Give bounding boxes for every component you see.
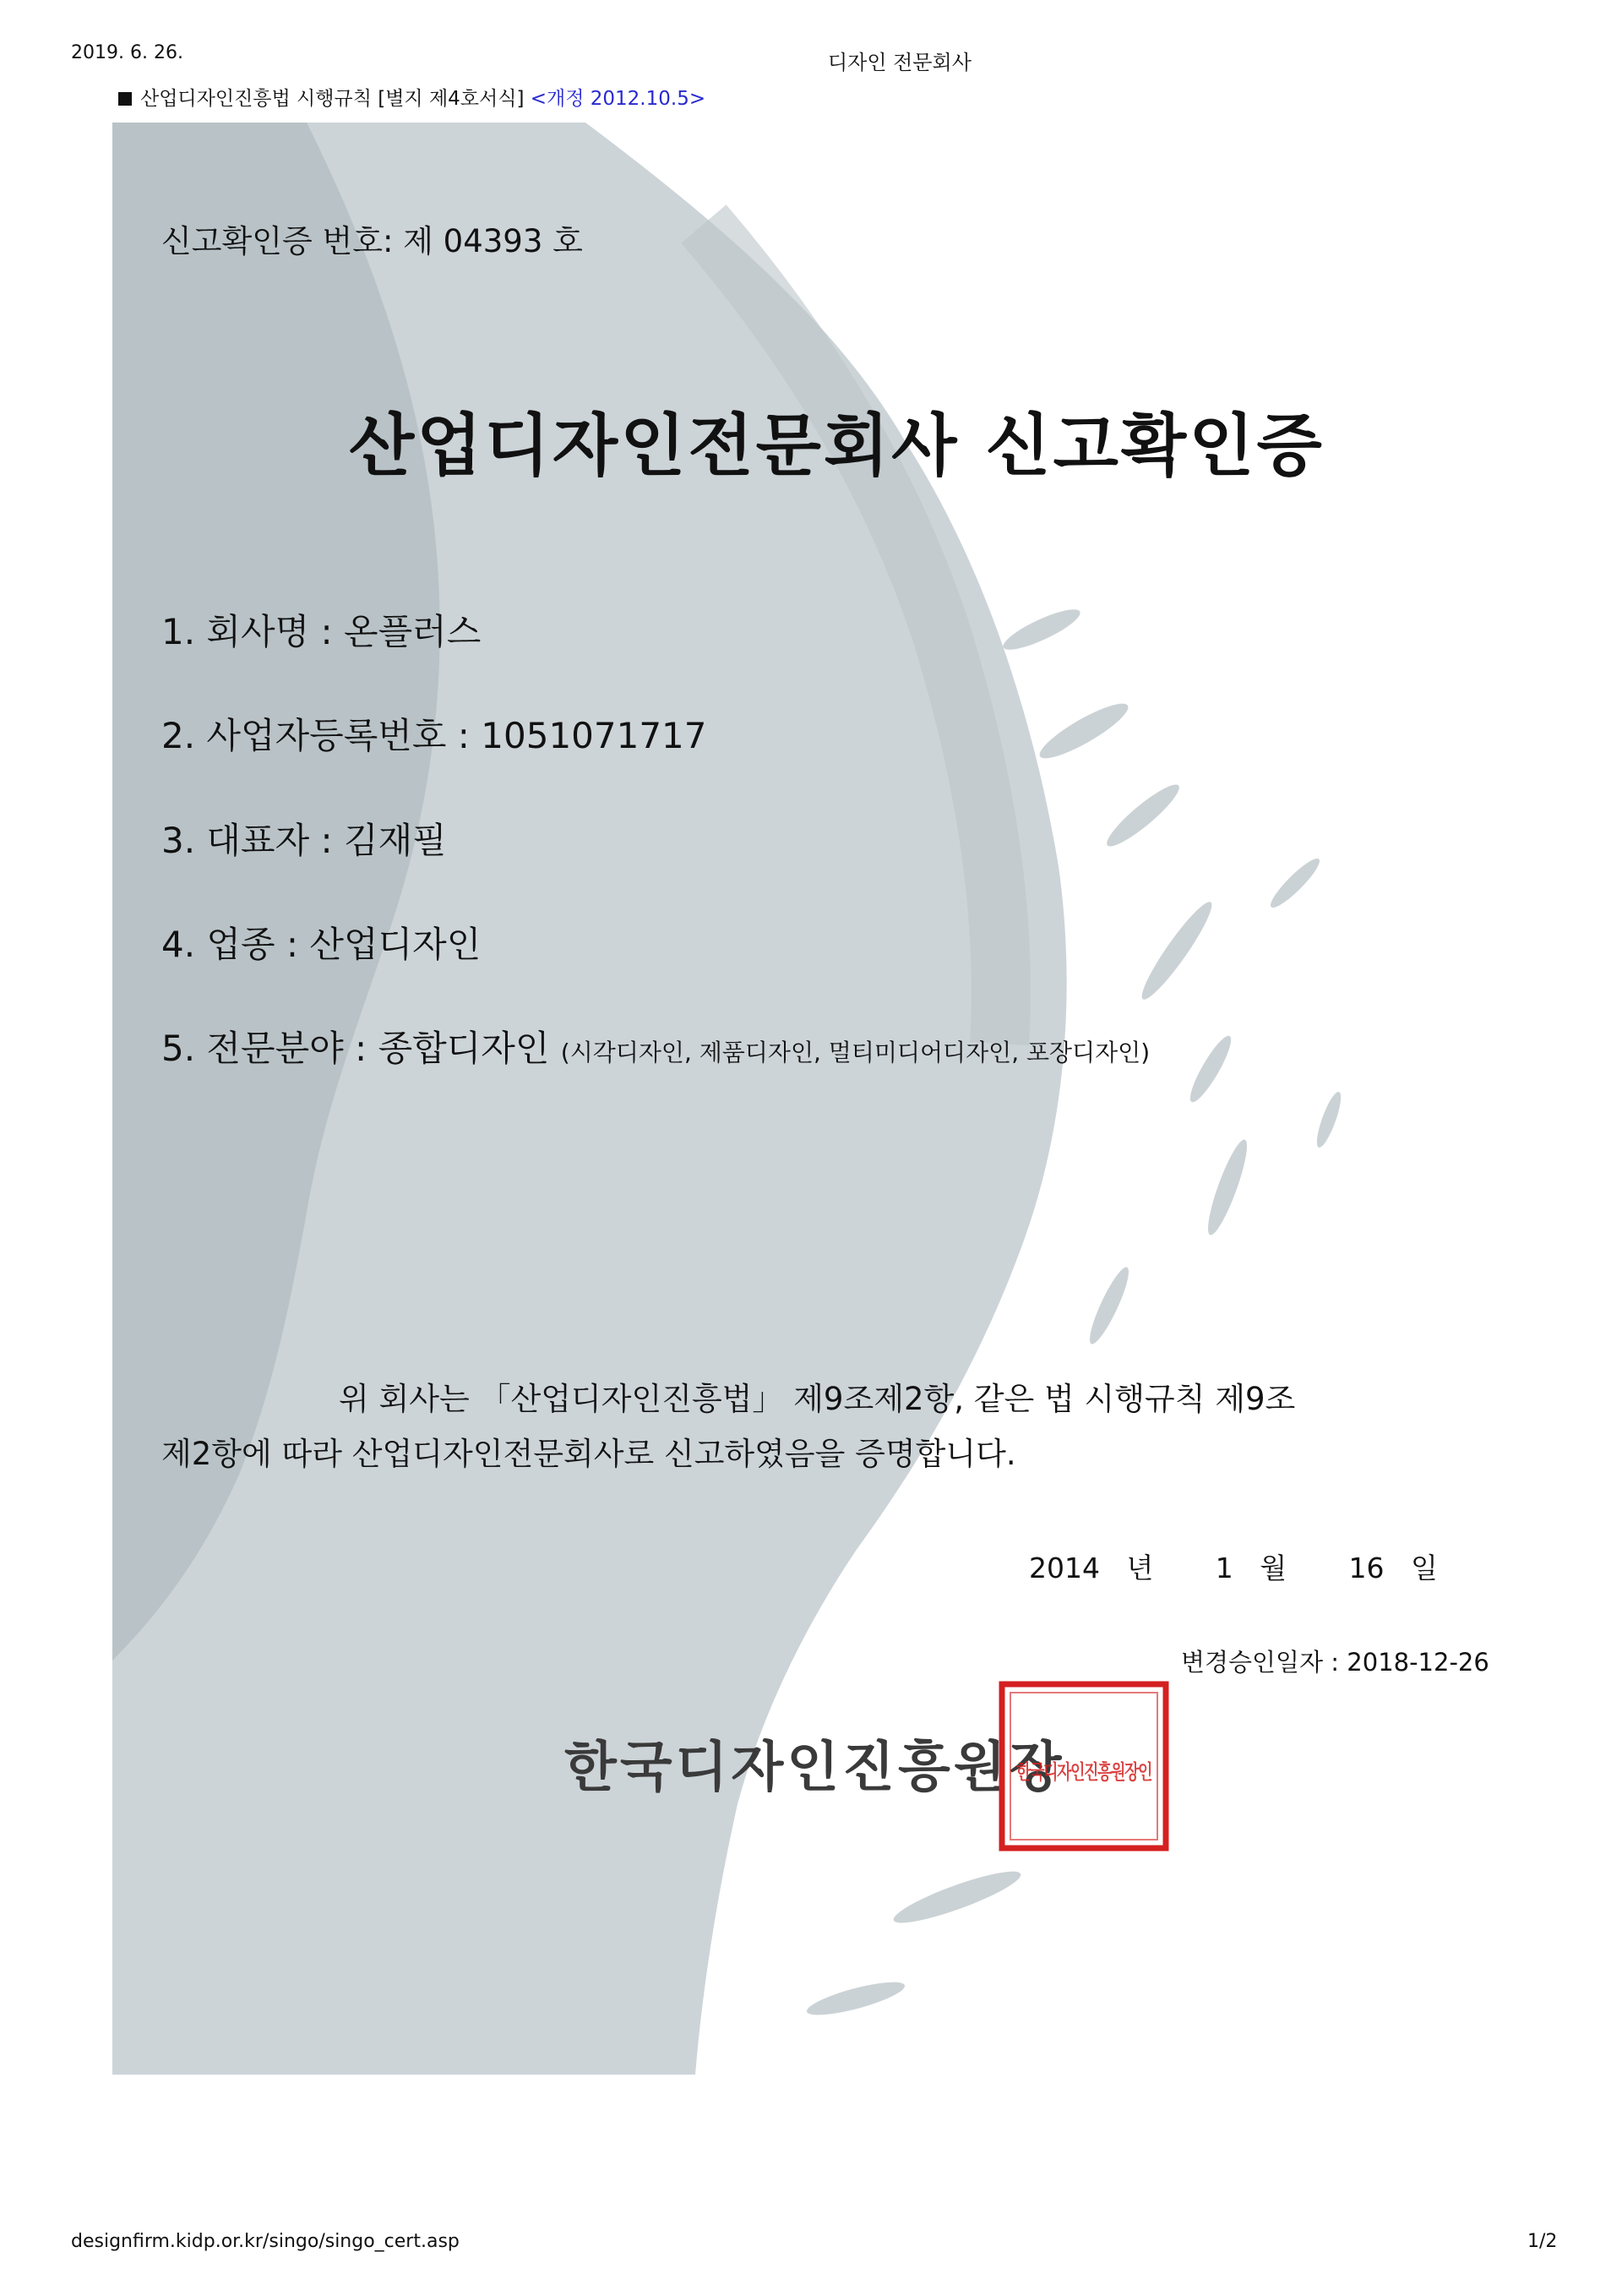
print-date: 2019. 6. 26. [71, 42, 183, 63]
issue-date: 2014 년 1 월 16 일 [1029, 1552, 1438, 1584]
item-text: 1. 회사명 : 온플러스 [161, 611, 482, 652]
item-specialty-detail: (시각디자인, 제품디자인, 멀티미디어디자인, 포장디자인) [560, 1039, 1151, 1066]
certificate-title: 산업디자인전문회사 신고확인증 [349, 406, 1325, 485]
form-reference [118, 83, 705, 111]
form-amendment: <개정 2012.10.5> [530, 88, 706, 110]
certificate-number: 신고확인증 번호: 제 04393 호 [161, 223, 583, 259]
item-text: 3. 대표자 : 김재필 [161, 820, 447, 861]
item-text: 5. 전문분야 : 종합디자인 [161, 1028, 550, 1069]
statement-line-1: 위 회사는 「산업디자인진흥법」 제9조제2항, 같은 법 시행규칙 제9조 [339, 1381, 1296, 1417]
statement-line-2: 제2항에 따라 산업디자인전문회사로 신고하였음을 증명합니다. [161, 1436, 1016, 1472]
item-text: 2. 사업자등록번호 : 1051071717 [161, 715, 707, 756]
item-specialty [161, 1021, 1150, 1072]
item-industry [161, 917, 481, 968]
page-number: 1/2 [1527, 2231, 1558, 2252]
footer-url: designfirm.kidp.or.kr/singo/singo_cert.asp [71, 2231, 460, 2252]
approval-date: 변경승인일자 : 2018-12-26 [1181, 1648, 1489, 1677]
certificate [112, 123, 1523, 2075]
item-business-number [161, 708, 707, 759]
square-bullet-icon [118, 92, 132, 106]
seal-text: 한국디자인진흥원장인 [1016, 1760, 1152, 1784]
item-company-name [161, 604, 481, 655]
item-representative [161, 813, 447, 864]
item-text: 4. 업종 : 산업디자인 [161, 924, 482, 965]
issuer-name: 한국디자인진흥원장 [564, 1737, 1065, 1799]
print-page-title: 디자인 전문회사 [828, 51, 972, 74]
form-reference-text: 산업디자인진흥법 시행규칙 [별지 제4호서식] [140, 88, 525, 110]
official-seal [995, 1677, 1173, 1855]
